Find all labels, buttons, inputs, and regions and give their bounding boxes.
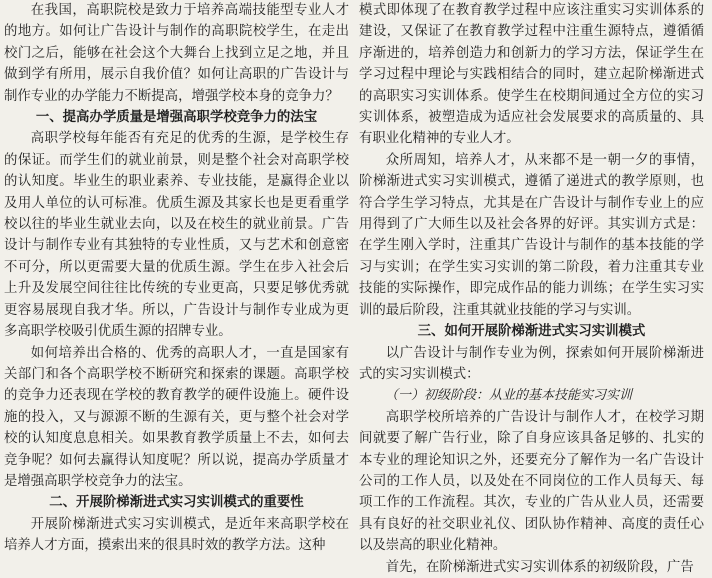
- section-heading-1: 一、提高办学质量是增强高职学校竞争力的法宝: [35, 110, 318, 126]
- body-paragraph: 高职学校所培养的广告设计与制作人才，在校学习期间就要了解广告行业，除了自身应该具备足够的、扎实的本专业的理论知识之外，还要充分了解作为一名广告设计公司的工作人员，以及处在不同岗位的工作人员每天、每项工作的工作流程。其次，专业的广告从业人员，还需要具有良好的社交职业礼仪、团队协作精神、高度的责任心以及崇高的职业化精神。: [359, 409, 704, 554]
- subsection-heading: （一）初级阶段：从业的基本技能实习实训: [385, 388, 633, 404]
- body-paragraph: 开展阶梯渐进式实习实训模式，是近年来高职学校在培养人才方面，摸索出来的很具时效的教学方法。这种: [4, 516, 349, 554]
- intro-paragraph: 在我国，高职院校是致力于培养高端技能型专业人才的地方。如何让广告设计与制作的高职院校学生，在走出校门之后，能够在社会这个大舞台上找到立足之地，并且做到学有所用，展示自我价值？如何让高职的广告设计与制作专业的办学能力不断提高，增强学校本身的竞争力？: [4, 3, 349, 104]
- body-paragraph: 众所周知，培养人才，从来都不是一朝一夕的事情，阶梯渐进式实习实训模式，遵循了递进式的教学原则，也符合学生学习特点，尤其是在广告设计与制作专业上的应用得到了广大师生以及社会各界的好评。其实训方式是：在学生刚入学时，注重其广告设计与制作的基本技能的学习与实训；在学生实习实训的第二阶段，着力注重其专业技能的实际操作，即完成作品的能力训练；在学生实习实训的最后阶段，注重其就业技能的学习与实训。: [359, 152, 704, 318]
- section-heading-3: 三、如何开展阶梯渐进式实习实训模式: [417, 324, 646, 340]
- continued-paragraph: 模式即体现了在教育教学过程中应该注重实习实训体系的建设，又保证了在教育教学过程中注重生源特点，遵循循序渐进的，培养创造力和创新力的学习方法，保证学生在学习过程中理论与实践相结合的同时，建立起阶梯渐进式的高职实习实训体系。使学生在校期间通过全方位的实习实训体系，被塑造成为适应社会发展要求的高质量的、具有职业化精神的专业人才。: [359, 3, 704, 147]
- left-column: [4, 0, 349, 554]
- section-heading-2: 二、开展阶梯渐进式实习实训模式的重要性: [49, 495, 304, 511]
- body-paragraph: 高职学校每年能否有充足的优秀的生源，是学校生存的保证。而学生们的就业前景，则是整个社会对高职学校的认知度。毕业生的职业素养、专业技能，是赢得企业以及用人单位的认可标准。优质生源及其家长也是更看重学校以往的毕业生就业去向，以及在校生的就业前景。广告设计与制作专业有其独特的专业性质，又与艺术和创意密不可分，所以更需要大量的优质生源。学生在步入社会后上升及发展空间往往比传统的专业更高，只要足够优秀就更容易展现自我才华。所以，广告设计与制作专业成为更多高职学校吸引优质生源的招牌专业。: [4, 131, 349, 340]
- body-paragraph: 以广告设计与制作专业为例，探索如何开展阶梯渐进式的实习实训模式：: [359, 345, 704, 382]
- right-column: [359, 0, 704, 575]
- body-paragraph: 如何培养出合格的、优秀的高职人才，一直是国家有关部门和各个高职学校不断研究和探索的课题。高职学校的竞争力还表现在学校的教育教学的硬件设施上。硬件设施的投入，又与源源不断的生源有关，更与整个社会对学校的认知度息息相关。如果教育教学质量上不去，如何去竞争呢？如何去赢得认知度呢？所以说，提高办学质量才是增强高职学校竞争力的法宝。: [4, 345, 349, 489]
- body-paragraph: 首先，在阶梯渐进式实习实训体系的初级阶段，广告: [385, 559, 694, 575]
